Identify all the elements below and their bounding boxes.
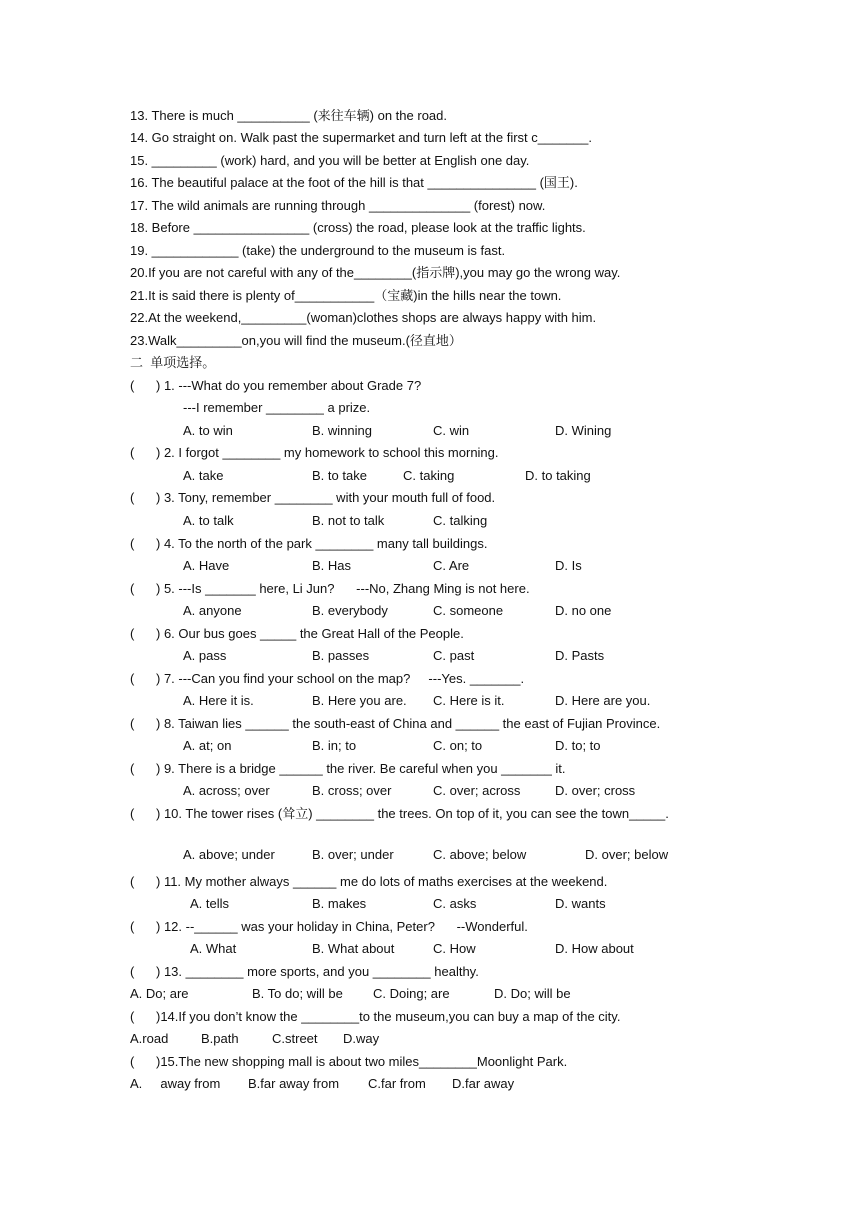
fill-in-item-22: 22.At the weekend,_________(woman)clothes shops are always happy with him. bbox=[130, 310, 597, 325]
mc-10-option-d: D. over; below bbox=[585, 847, 669, 862]
mc-8-option-d: D. to; to bbox=[555, 738, 601, 753]
mc-14-option-b: B.path bbox=[201, 1031, 239, 1046]
mc-7-option-d: D. Here are you. bbox=[555, 693, 651, 708]
mc-14-option-d: D.way bbox=[343, 1031, 380, 1046]
fill-in-item-15: 15. _________ (work) hard, and you will be better at English one day. bbox=[130, 153, 530, 168]
mc-4-option-a: A. Have bbox=[183, 558, 230, 573]
mc-15-option-c: C.far from bbox=[368, 1076, 426, 1091]
mc-stem-1-line2: ---I remember ________ a prize. bbox=[183, 400, 371, 415]
mc-8-option-c: C. on; to bbox=[433, 738, 483, 753]
mc-10-option-a: A. above; under bbox=[183, 847, 275, 862]
mc-9-option-b: B. cross; over bbox=[312, 783, 392, 798]
mc-stem-9: ( ) 9. There is a bridge ______ the river. Be careful when you _______ it. bbox=[130, 761, 566, 776]
mc-9-option-c: C. over; across bbox=[433, 783, 521, 798]
mc-12-option-a: A. What bbox=[190, 941, 237, 956]
mc-14-option-c: C.street bbox=[272, 1031, 318, 1046]
mc-2-option-b: B. to take bbox=[312, 468, 367, 483]
fill-in-item-20: 20.If you are not careful with any of the________(指示牌),you may go the wrong way. bbox=[130, 265, 621, 280]
mc-2-option-a: A. take bbox=[183, 468, 224, 483]
mc-8-option-a: A. at; on bbox=[183, 738, 232, 753]
mc-4-option-b: B. Has bbox=[312, 558, 352, 573]
mc-7-option-a: A. Here it is. bbox=[183, 693, 254, 708]
mc-stem-4: ( ) 4. To the north of the park ________ many tall buildings. bbox=[130, 536, 488, 551]
mc-10-option-c: C. above; below bbox=[433, 847, 527, 862]
mc-5-option-c: C. someone bbox=[433, 603, 504, 618]
mc-11-option-b: B. makes bbox=[312, 896, 367, 911]
mc-3-option-b: B. not to talk bbox=[312, 513, 385, 528]
mc-5-option-b: B. everybody bbox=[312, 603, 388, 618]
mc-1-option-c: C. win bbox=[433, 423, 470, 438]
mc-3-option-a: A. to talk bbox=[183, 513, 234, 528]
mc-9-option-d: D. over; cross bbox=[555, 783, 636, 798]
mc-3-option-c: C. talking bbox=[433, 513, 488, 528]
mc-stem-14: ( )14.If you don’t know the ________to the museum,you can buy a map of the city. bbox=[130, 1009, 621, 1024]
mc-stem-15: ( )15.The new shopping mall is about two miles________Moonlight Park. bbox=[130, 1054, 568, 1069]
mc-12-option-c: C. How bbox=[433, 941, 476, 956]
mc-2-option-c: C. taking bbox=[403, 468, 455, 483]
mc-11-option-d: D. wants bbox=[555, 896, 606, 911]
fill-in-item-21: 21.It is said there is plenty of___________（宝藏)in the hills near the town. bbox=[130, 288, 562, 303]
fill-in-item-19: 19. ____________ (take) the underground to the museum is fast. bbox=[130, 243, 506, 258]
mc-stem-11: ( ) 11. My mother always ______ me do lots of maths exercises at the weekend. bbox=[130, 874, 608, 889]
mc-12-option-b: B. What about bbox=[312, 941, 395, 956]
fill-in-item-14: 14. Go straight on. Walk past the supermarket and turn left at the first c_______. bbox=[130, 130, 592, 145]
mc-13-option-a: A. Do; are bbox=[130, 986, 189, 1001]
mc-11-option-a: A. tells bbox=[190, 896, 230, 911]
mc-15-option-b: B.far away from bbox=[248, 1076, 340, 1091]
mc-stem-8: ( ) 8. Taiwan lies ______ the south-east of China and ______ the east of Fujian Province. bbox=[130, 716, 661, 731]
section-2-title: 二 单项选择。 bbox=[130, 355, 216, 370]
mc-stem-2: ( ) 2. I forgot ________ my homework to school this morning. bbox=[130, 445, 499, 460]
mc-stem-3: ( ) 3. Tony, remember ________ with your mouth full of food. bbox=[130, 490, 496, 505]
mc-5-option-a: A. anyone bbox=[183, 603, 242, 618]
mc-6-option-b: B. passes bbox=[312, 648, 370, 663]
mc-12-option-d: D. How about bbox=[555, 941, 634, 956]
mc-stem-12: ( ) 12. --______ was your holiday in China, Peter? --Wonderful. bbox=[130, 919, 528, 934]
mc-stem-5: ( ) 5. ---Is _______ here, Li Jun? ---No, Zhang Ming is not here. bbox=[130, 581, 530, 596]
mc-8-option-b: B. in; to bbox=[312, 738, 357, 753]
mc-2-option-d: D. to taking bbox=[525, 468, 591, 483]
fill-in-item-13: 13. There is much __________ (来往车辆) on the road. bbox=[130, 108, 447, 123]
mc-stem-13: ( ) 13. ________ more sports, and you ________ healthy. bbox=[130, 964, 479, 979]
mc-7-option-c: C. Here is it. bbox=[433, 693, 505, 708]
mc-15-option-d: D.far away bbox=[452, 1076, 515, 1091]
mc-stem-7: ( ) 7. ---Can you find your school on the map? ---Yes. _______. bbox=[130, 671, 525, 686]
mc-13-option-d: D. Do; will be bbox=[494, 986, 571, 1001]
mc-7-option-b: B. Here you are. bbox=[312, 693, 407, 708]
mc-5-option-d: D. no one bbox=[555, 603, 612, 618]
mc-14-option-a: A.road bbox=[130, 1031, 169, 1046]
fill-in-item-16: 16. The beautiful palace at the foot of the hill is that _______________ (国王). bbox=[130, 175, 578, 190]
mc-stem-10: ( ) 10. The tower rises (耸立) ________ the trees. On top of it, you can see the town_____. bbox=[130, 806, 669, 821]
mc-15-option-a: A. away from bbox=[130, 1076, 221, 1091]
mc-stem-6: ( ) 6. Our bus goes _____ the Great Hall of the People. bbox=[130, 626, 464, 641]
mc-6-option-c: C. past bbox=[433, 648, 475, 663]
mc-6-option-a: A. pass bbox=[183, 648, 227, 663]
fill-in-item-17: 17. The wild animals are running through ______________ (forest) now. bbox=[130, 198, 546, 213]
mc-13-option-b: B. To do; will be bbox=[252, 986, 343, 1001]
mc-10-option-b: B. over; under bbox=[312, 847, 394, 862]
mc-9-option-a: A. across; over bbox=[183, 783, 270, 798]
mc-1-option-d: D. Wining bbox=[555, 423, 612, 438]
mc-4-option-c: C. Are bbox=[433, 558, 470, 573]
fill-in-item-18: 18. Before ________________ (cross) the road, please look at the traffic lights. bbox=[130, 220, 586, 235]
mc-4-option-d: D. Is bbox=[555, 558, 582, 573]
fill-in-item-23: 23.Walk_________on,you will find the museum.(径直地） bbox=[130, 333, 462, 348]
mc-stem-1: ( ) 1. ---What do you remember about Grade 7? bbox=[130, 378, 422, 393]
mc-6-option-d: D. Pasts bbox=[555, 648, 605, 663]
mc-1-option-a: A. to win bbox=[183, 423, 233, 438]
mc-13-option-c: C. Doing; are bbox=[373, 986, 450, 1001]
mc-11-option-c: C. asks bbox=[433, 896, 477, 911]
mc-1-option-b: B. winning bbox=[312, 423, 372, 438]
